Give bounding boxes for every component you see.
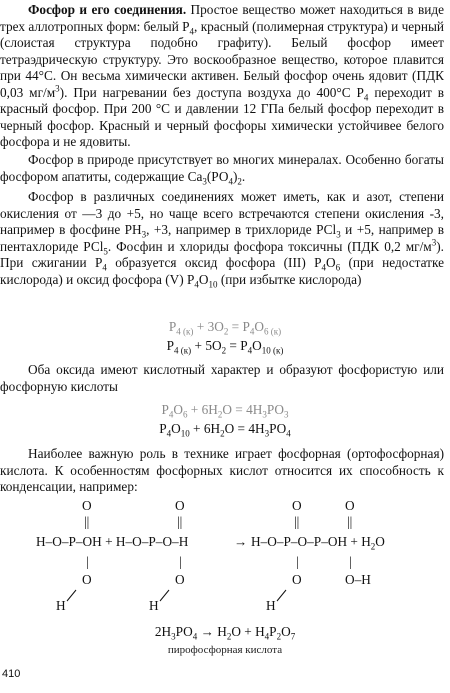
subscript: 6: [182, 409, 188, 420]
text-run: , красный (полимерная структура) и черный (слоистая структура подобно графиту). Белый фосфор имеет тетраэдрическую структуру. Это воскообразное вещество, которое плавится при 44°С. Он весьма химически активен. Белый фосфор очень ядовит (ПДК 0,03 мг/м: [0, 18, 444, 100]
superscript: 3: [55, 83, 60, 94]
eq-part: 2Н: [154, 624, 172, 639]
subscript: 6: [335, 262, 341, 273]
products-text-end: О: [375, 534, 385, 549]
oxygen-top-2: О: [175, 498, 185, 513]
subscript: 2: [217, 409, 223, 420]
subscript: 4: [321, 262, 326, 273]
subscript: 4: [228, 176, 233, 187]
subscript: 4: [194, 279, 199, 290]
eq-part: + 3О: [193, 319, 224, 334]
subscript: 5: [103, 246, 108, 257]
eq-part: Р: [166, 338, 175, 353]
eq-part: О + Н: [231, 624, 265, 639]
text-run: .: [241, 168, 246, 184]
text-run: О: [326, 255, 336, 271]
subscript: 10: [208, 279, 218, 290]
eq-part: РО: [266, 402, 285, 417]
double-bond-2: ||: [177, 514, 183, 529]
hydrogen-1: Н: [56, 598, 66, 613]
eq-part: О: [281, 624, 291, 639]
section-heading: Фосфор и его соединения.: [28, 2, 187, 17]
text-run: переходит в красный фосфор. При 200 °С и давлении 12 ГПа белый фосфор переходит в черный фосфор. Красный и черный фосфоры химически устойчивее белого фосфора и не ядовиты.: [0, 84, 445, 150]
oxygen-low-2: О: [175, 572, 185, 587]
hydroxyl-group: О–Н: [345, 572, 371, 587]
text-run: ). При нагревании без доступа воздуха до 400°С Р: [59, 84, 364, 100]
oxygen-top-3: О: [292, 498, 302, 513]
eq-part: О = 4Н: [222, 402, 263, 417]
double-bond-4: ||: [347, 514, 353, 529]
superscript: 3: [431, 237, 437, 248]
subscript: 4: [286, 428, 291, 439]
eq-part: Р: [159, 421, 167, 436]
paragraph-acid-character: Оба оксида имеют кислотный характер и образуют фосфористую или фосфорную кислоты: [0, 362, 444, 394]
formula-caption: пирофосфорная кислота: [167, 644, 283, 656]
single-bond-3: |: [296, 554, 299, 569]
subscript: 2: [276, 631, 282, 642]
text-run: (при недостатке кислорода) и оксид фосфора (V) Р: [0, 255, 444, 287]
eq-part: = Р: [228, 319, 250, 334]
subscript: 4: [192, 631, 198, 642]
single-bond-1: |: [86, 554, 89, 569]
subscript: 10 (к): [261, 345, 284, 356]
eq-part: РО: [269, 421, 287, 436]
subscript: 3: [202, 176, 207, 187]
subscript: 4: [189, 26, 195, 37]
eq-part: О: [173, 402, 183, 417]
subscript: 4: [168, 409, 174, 420]
subscript: 2: [221, 345, 227, 356]
subscript: 4: [363, 92, 369, 103]
text-run: (РО: [206, 168, 229, 184]
text-run: Простое вещество может находиться в виде трех аллотропных форм: белый Р: [0, 2, 445, 34]
oxygen-top-4: О: [345, 498, 355, 513]
text-run: О: [198, 271, 209, 287]
text-run: Фосфор в различных соединениях может иметь, как и азот, степени окисления от —3 до +5, но чаще всего встречаются степени окисления -3, например в фосфине РН: [0, 189, 444, 238]
eq-part: + 6Н: [189, 421, 221, 436]
text-run: образуется оксид фосфора (III) Р: [106, 255, 322, 271]
subscript: 2: [370, 541, 376, 552]
eq-part: + 6Н: [187, 402, 218, 417]
paragraph-condensation: Наиболее важную роль в технике играет фосфорная (ортофосфорная) кислота. К особенностям фосфорных кислот относится их способность к конденсации, например:: [0, 446, 444, 495]
products-text: Н–О–Р–О–Р–ОН + Н: [251, 534, 371, 549]
text-run: Фосфор в природе присутствует во многих минералах. Особенно богаты фосфором апатиты, содержащие Са: [0, 152, 444, 184]
subscript: 3: [264, 428, 270, 439]
subscript: 4: [166, 428, 172, 439]
subscript: 4 (к): [176, 326, 194, 337]
eq-part: РО: [175, 624, 193, 639]
text-run: (при избытке кислорода): [217, 271, 362, 287]
arrow: →: [197, 624, 218, 639]
subscript: 4 (к): [174, 345, 192, 356]
subscript: 6 (к): [263, 326, 282, 337]
page-number: 410: [2, 668, 21, 680]
hydrogen-3: Н: [266, 598, 276, 613]
text-run: ): [232, 168, 238, 184]
oxygen-top-1: О: [82, 498, 92, 513]
eq-part: Р: [161, 402, 169, 417]
eq-part: = Р: [226, 338, 248, 353]
text-run: ). При сжигании Р: [0, 238, 444, 271]
single-bond-4: |: [349, 554, 352, 569]
text-run: . Фосфин и хлориды фосфора токсичны (ПДК 0,2 мг/м: [107, 238, 432, 254]
text-run: и +5, например в пентахлориде РСl: [0, 222, 444, 254]
subscript: 7: [290, 631, 296, 642]
reactants-line: Н–О–Р–ОН + Н–О–Р–О–Н: [36, 534, 189, 549]
subscript: 2: [226, 631, 232, 642]
eq-part: Р: [168, 319, 177, 334]
eq-part: О: [254, 319, 264, 334]
eq-part: + 5О: [191, 338, 222, 353]
reaction-arrow: →: [234, 534, 248, 549]
single-bond-2: |: [179, 554, 182, 569]
eq-part: Н: [217, 624, 227, 639]
subscript: 2: [223, 326, 229, 337]
subscript: 2: [220, 428, 225, 439]
hydrogen-2: Н: [149, 598, 159, 613]
subscript: 3: [336, 229, 341, 240]
double-bond-3: ||: [294, 514, 300, 529]
subscript: 10: [180, 428, 190, 439]
subscript: 3: [284, 409, 289, 420]
subscript: 4: [247, 345, 253, 356]
oxygen-low-3: О: [292, 572, 302, 587]
eq-part: Р: [269, 624, 277, 639]
eq-part: О: [252, 338, 262, 353]
subscript: 3: [141, 229, 147, 240]
subscript: 3: [262, 409, 267, 420]
equation-pyrophosphoric: [0, 623, 450, 640]
subscript: 4: [264, 631, 270, 642]
subscript: 4: [102, 262, 107, 273]
subscript: 3: [171, 631, 176, 642]
eq-part: О = 4Н: [224, 421, 265, 436]
oxygen-low-1: О: [82, 572, 92, 587]
eq-part: О: [171, 421, 181, 436]
subscript: 4: [249, 326, 255, 337]
text-run: , +3, например в трихлориде РСl: [146, 222, 337, 238]
double-bond-1: ||: [84, 514, 90, 529]
subscript: 2: [237, 176, 242, 187]
